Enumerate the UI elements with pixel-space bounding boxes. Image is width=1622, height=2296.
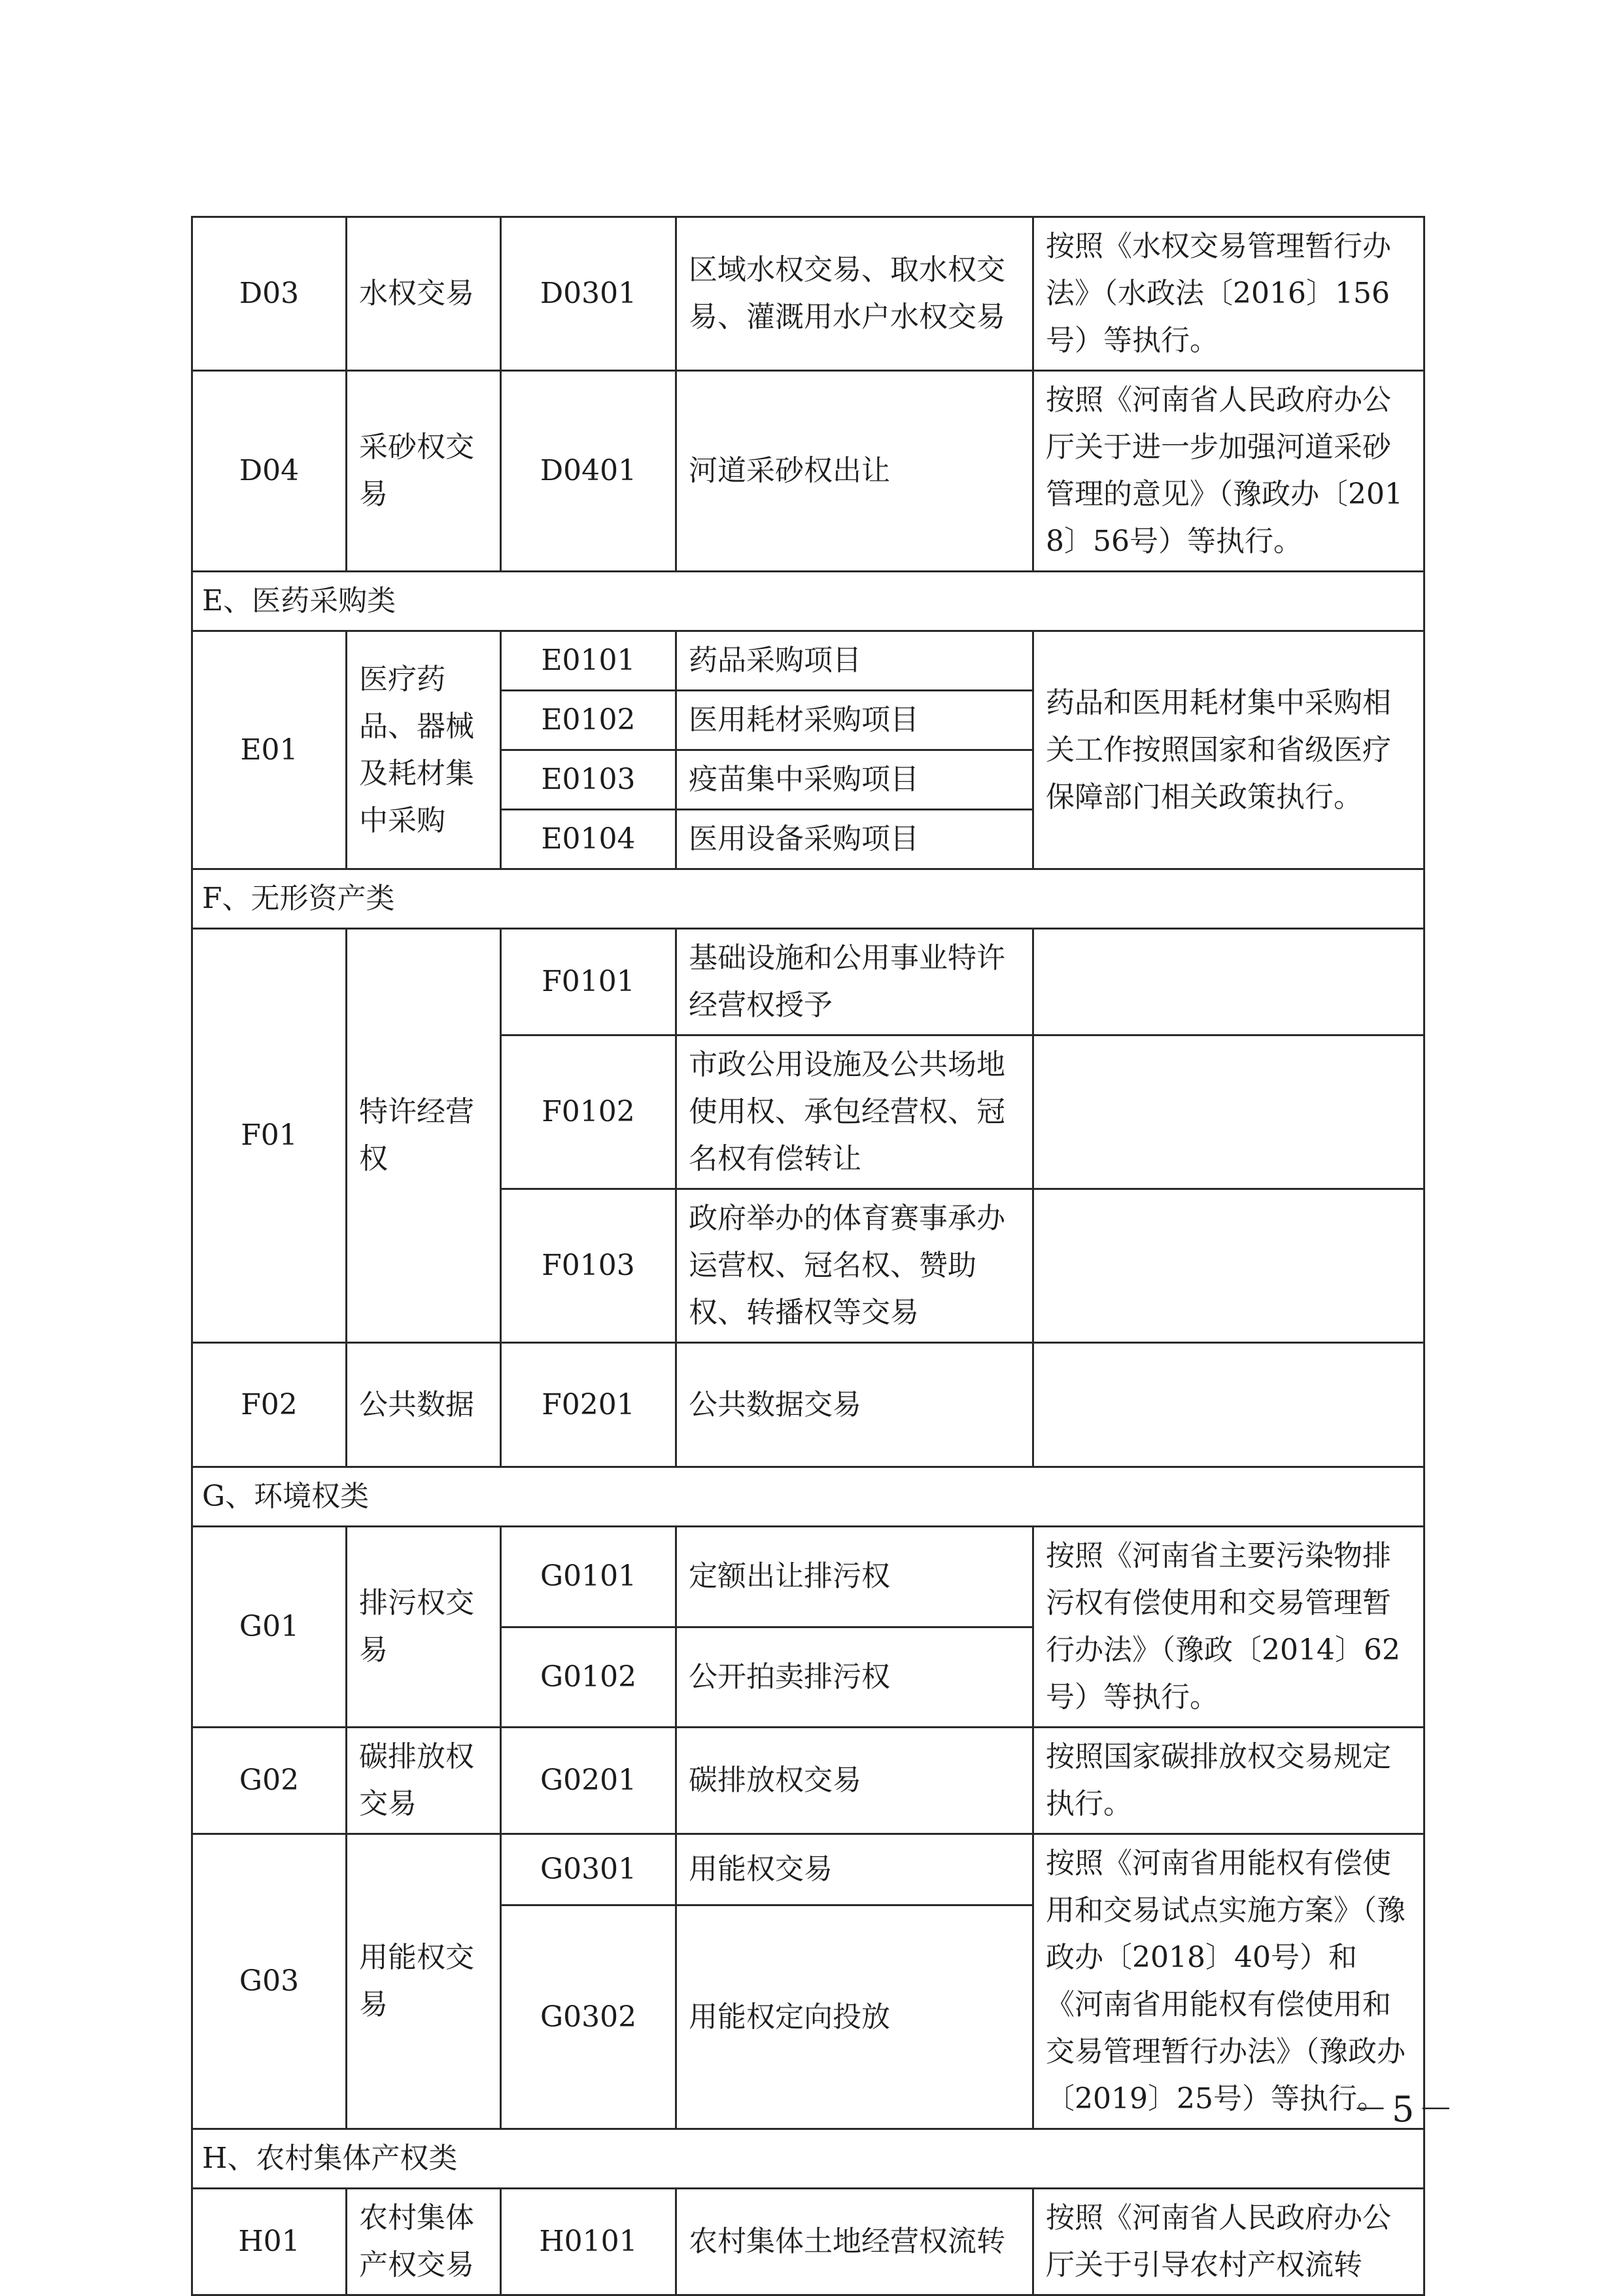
category-code: D04 bbox=[192, 371, 347, 572]
classification-table bbox=[191, 216, 1425, 2296]
category-code: F01 bbox=[192, 929, 347, 1343]
category-name: 采砂权交易 bbox=[347, 371, 501, 572]
subitem-description: 疫苗集中采购项目 bbox=[676, 750, 1033, 810]
table-row bbox=[192, 929, 1424, 1035]
category-code: G02 bbox=[192, 1728, 347, 1834]
table-body bbox=[192, 217, 1424, 2295]
subitem-code: G0201 bbox=[501, 1728, 676, 1834]
section-row bbox=[192, 2129, 1424, 2189]
subitem-description: 基础设施和公用事业特许经营权授予 bbox=[676, 929, 1033, 1035]
table-row bbox=[192, 371, 1424, 572]
category-code: E01 bbox=[192, 631, 347, 869]
subitem-code: F0102 bbox=[501, 1035, 676, 1189]
category-name: 农村集体产权交易 bbox=[347, 2189, 501, 2295]
remark-cell bbox=[1033, 1189, 1424, 1343]
section-row bbox=[192, 572, 1424, 631]
table-row bbox=[192, 1343, 1424, 1467]
subitem-code: G0301 bbox=[501, 1834, 676, 1905]
subitem-code: G0101 bbox=[501, 1527, 676, 1627]
category-code: D03 bbox=[192, 217, 347, 371]
table-row bbox=[192, 1834, 1424, 1905]
category-name: 公共数据 bbox=[347, 1343, 501, 1467]
subitem-description: 医用耗材采购项目 bbox=[676, 691, 1033, 750]
table-row bbox=[192, 1527, 1424, 1627]
section-row bbox=[192, 869, 1424, 929]
subitem-code: H0101 bbox=[501, 2189, 676, 2295]
subitem-code: E0102 bbox=[501, 691, 676, 750]
category-code: H01 bbox=[192, 2189, 347, 2295]
category-name: 医疗药品、器械及耗材集中采购 bbox=[347, 631, 501, 869]
table-row bbox=[192, 631, 1424, 691]
subitem-description: 碳排放权交易 bbox=[676, 1728, 1033, 1834]
subitem-code: G0302 bbox=[501, 1905, 676, 2129]
category-name: 特许经营权 bbox=[347, 929, 501, 1343]
category-name: 碳排放权交易 bbox=[347, 1728, 501, 1834]
subitem-code: F0101 bbox=[501, 929, 676, 1035]
section-title: E、医药采购类 bbox=[192, 572, 1424, 631]
subitem-description: 河道采砂权出让 bbox=[676, 371, 1033, 572]
section-title: G、环境权类 bbox=[192, 1467, 1424, 1527]
remark-cell: 按照《河南省主要污染物排污权有偿使用和交易管理暂行办法》（豫政〔2014〕62号）等执行。 bbox=[1033, 1527, 1424, 1728]
subitem-code: G0102 bbox=[501, 1627, 676, 1728]
subitem-code: D0301 bbox=[501, 217, 676, 371]
category-code: F02 bbox=[192, 1343, 347, 1467]
subitem-code: F0103 bbox=[501, 1189, 676, 1343]
subitem-description: 药品采购项目 bbox=[676, 631, 1033, 691]
category-code: G01 bbox=[192, 1527, 347, 1728]
category-code: G03 bbox=[192, 1834, 347, 2129]
subitem-description: 农村集体土地经营权流转 bbox=[676, 2189, 1033, 2295]
table-row bbox=[192, 217, 1424, 371]
page-number: －5－ bbox=[1353, 2089, 1458, 2130]
category-name: 排污权交易 bbox=[347, 1527, 501, 1728]
subitem-code: D0401 bbox=[501, 371, 676, 572]
subitem-code: E0104 bbox=[501, 810, 676, 869]
section-title: F、无形资产类 bbox=[192, 869, 1424, 929]
subitem-code: F0201 bbox=[501, 1343, 676, 1467]
subitem-description: 政府举办的体育赛事承办运营权、冠名权、赞助权、转播权等交易 bbox=[676, 1189, 1033, 1343]
subitem-code: E0103 bbox=[501, 750, 676, 810]
subitem-description: 用能权定向投放 bbox=[676, 1905, 1033, 2129]
remark-cell: 按照《河南省用能权有偿使用和交易试点实施方案》（豫政办〔2018〕40号）和《河南省用能权有偿使用和交易管理暂行办法》（豫政办〔2019〕25号）等执行。 bbox=[1033, 1834, 1424, 2129]
subitem-description: 定额出让排污权 bbox=[676, 1527, 1033, 1627]
remark-cell: 按照国家碳排放权交易规定执行。 bbox=[1033, 1728, 1424, 1834]
section-row bbox=[192, 1467, 1424, 1527]
subitem-description: 公共数据交易 bbox=[676, 1343, 1033, 1467]
remark-cell bbox=[1033, 929, 1424, 1035]
remark-cell: 按照《水权交易管理暂行办法》（水政法〔2016〕156号）等执行。 bbox=[1033, 217, 1424, 371]
table-row bbox=[192, 2189, 1424, 2295]
remark-cell: 药品和医用耗材集中采购相关工作按照国家和省级医疗保障部门相关政策执行。 bbox=[1033, 631, 1424, 869]
subitem-description: 市政公用设施及公共场地使用权、承包经营权、冠名权有偿转让 bbox=[676, 1035, 1033, 1189]
remark-cell: 按照《河南省人民政府办公厅关于进一步加强河道采砂管理的意见》（豫政办〔2018〕56号）等执行。 bbox=[1033, 371, 1424, 572]
category-name: 用能权交易 bbox=[347, 1834, 501, 2129]
remark-cell bbox=[1033, 1035, 1424, 1189]
section-title: H、农村集体产权类 bbox=[192, 2129, 1424, 2189]
remark-cell bbox=[1033, 1343, 1424, 1467]
subitem-description: 用能权交易 bbox=[676, 1834, 1033, 1905]
subitem-description: 区域水权交易、取水权交易、灌溉用水户水权交易 bbox=[676, 217, 1033, 371]
subitem-description: 医用设备采购项目 bbox=[676, 810, 1033, 869]
subitem-description: 公开拍卖排污权 bbox=[676, 1627, 1033, 1728]
subitem-code: E0101 bbox=[501, 631, 676, 691]
table-row bbox=[192, 1728, 1424, 1834]
remark-cell: 按照《河南省人民政府办公厅关于引导农村产权流转 bbox=[1033, 2189, 1424, 2295]
category-name: 水权交易 bbox=[347, 217, 501, 371]
